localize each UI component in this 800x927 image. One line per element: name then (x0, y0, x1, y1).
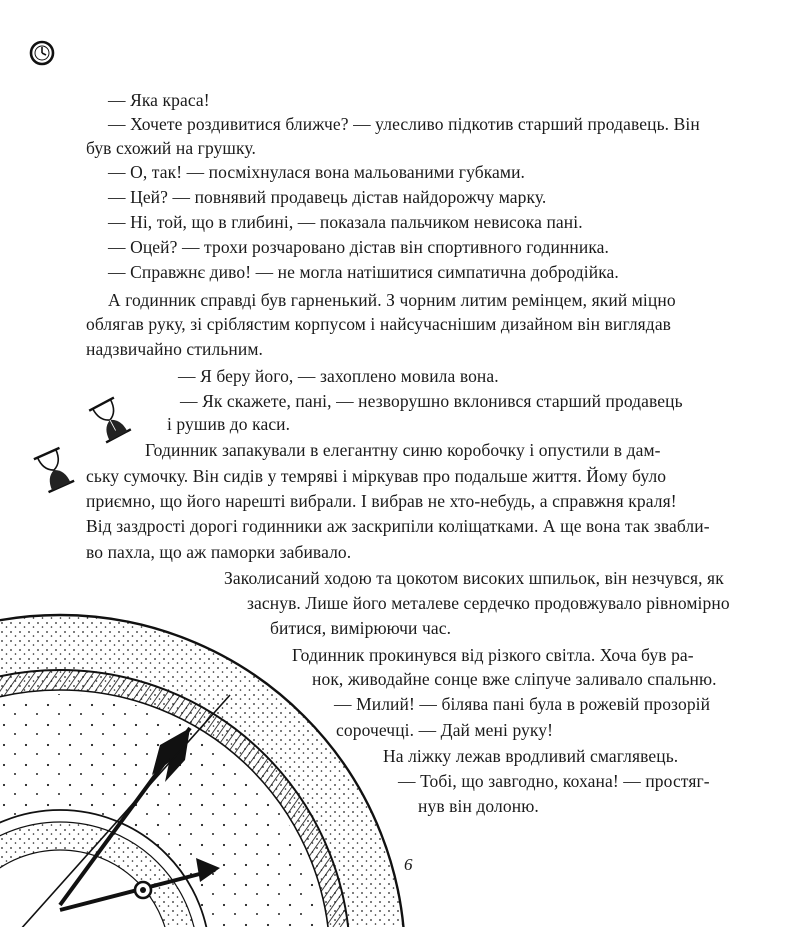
text-line: сорочечці. — Дай мені руку! (336, 720, 554, 740)
text-line: нок, живодайне сонце вже сліпуче заливало спальню. (312, 669, 717, 689)
text-line: — Милий! — білява пані була в рожевій прозорій (334, 694, 711, 714)
text-line: — О, так! — посміхнулася вона мальованими губками. (108, 162, 526, 182)
text-line: — Цей? — повнявий продавець дістав найдорожчу марку. (108, 187, 547, 207)
page-number: 6 (404, 855, 413, 874)
text-line: Годинник прокинувся від різкого світла. Хоча був ра- (292, 645, 694, 665)
text-line: На ліжку лежав вродливий смаглявець. (383, 746, 679, 766)
text-line: Від заздрості дорогі годинники аж заскрипіли коліщатками. А ще вона так звабли- (86, 516, 710, 536)
text-line: во пахла, що аж паморки забивало. (86, 542, 352, 562)
text-line: нув він долоню. (418, 796, 539, 816)
clock-icon (31, 42, 53, 64)
text-line: битися, вимірюючи час. (270, 618, 452, 638)
hourglass-icon (89, 398, 131, 443)
text-line: облягав руку, зі сріблястим корпусом і найсучаснішим дизайном він виглядав (86, 314, 672, 334)
text-line: — Тобі, що завгодно, кохана! — простяг- (398, 771, 710, 791)
text-line: — Як скажете, пані, — незворушно вклонився старший продавець (180, 391, 683, 411)
text-line: приємно, що його нарешті вибрали. І вибрав не хто-небудь, а справжня краля! (86, 491, 677, 511)
text-line: — Оцей? — трохи розчаровано дістав він спортивного годинника. (108, 237, 610, 257)
text-line: був схожий на грушку. (86, 138, 256, 158)
text-line: надзвичайно стильним. (86, 339, 263, 359)
text-line: — Я беру його, — захоплено мовила вона. (178, 366, 499, 386)
text-line: — Хочете роздивитися ближче? — улесливо підкотив старший продавець. Він (108, 114, 700, 134)
text-line: Заколисаний ходою та цокотом високих шпильок, він незчувся, як (224, 568, 724, 588)
text-line: і рушив до каси. (167, 414, 291, 434)
text-line: — Ні, той, що в глибині, — показала пальчиком невисока пані. (108, 212, 583, 232)
text-line: Годинник запакували в елегантну синю коробочку і опустили в дам- (145, 440, 661, 460)
text-line: — Яка краса! (108, 90, 210, 110)
text-line: А годинник справді був гарненький. З чорним литим ремінцем, який міцно (108, 290, 676, 310)
text-line: заснув. Лише його металеве сердечко продовжувало рівномірно (247, 593, 730, 613)
text-line: ську сумочку. Він сидів у темряві і міркував про подальше життя. Йому було (86, 466, 667, 486)
text-line: — Справжнє диво! — не могла натішитися симпатична добродійка. (108, 262, 619, 282)
hourglass-icon (34, 448, 74, 492)
